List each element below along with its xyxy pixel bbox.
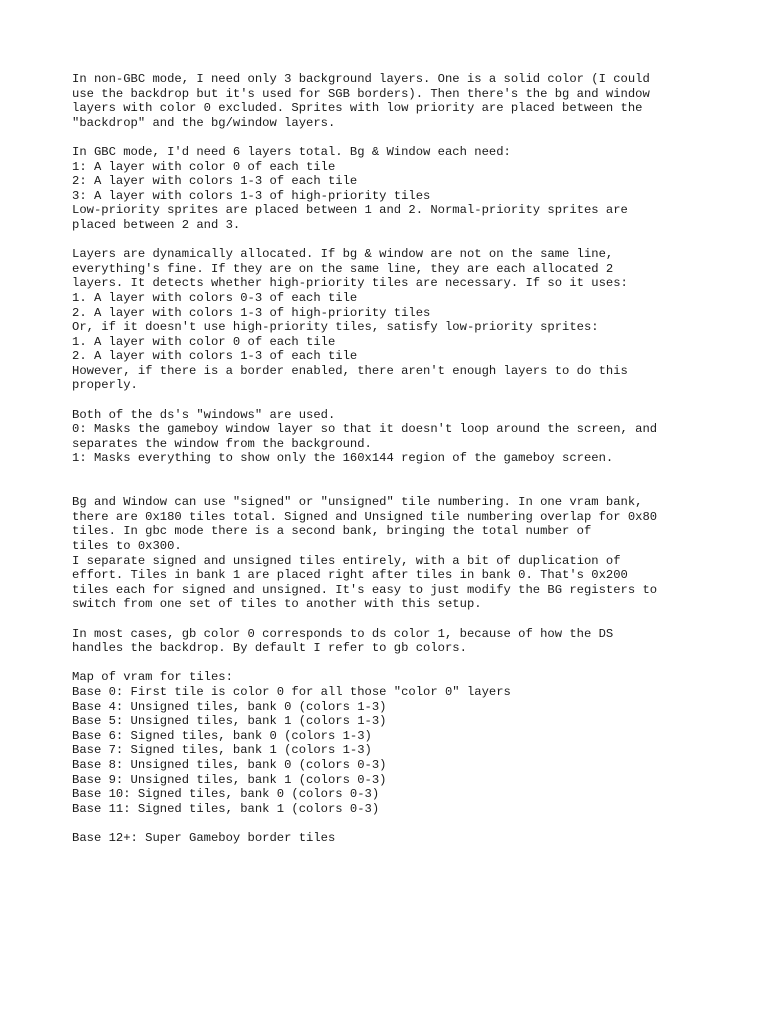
text-line: Base 6: Signed tiles, bank 0 (colors 1-3)	[72, 728, 372, 743]
document-body	[72, 72, 712, 860]
text-line: 2: A layer with colors 1-3 of each tile	[72, 174, 358, 189]
text-line: layers. It detects whether high-priority tiles are necessary. If so it uses:	[72, 276, 628, 291]
text-line: 1: Masks everything to show only the 160x144 region of the gameboy screen.	[72, 451, 614, 466]
text-line: Base 7: Signed tiles, bank 1 (colors 1-3)	[72, 743, 372, 758]
text-line: 0: Masks the gameboy window layer so that it doesn't loop around the screen, and	[72, 422, 658, 437]
text-line: Low-priority sprites are placed between 1 and 2. Normal-priority sprites are	[72, 203, 628, 218]
text-line: Base 12+: Super Gameboy border tiles	[72, 830, 336, 845]
paragraph-tile-numbering	[72, 495, 712, 612]
text-line: However, if there is a border enabled, there aren't enough layers to do this	[72, 363, 628, 378]
text-line: tiles. In gbc mode there is a second bank, bringing the total number of	[72, 524, 592, 539]
paragraph-vram-map	[72, 670, 712, 816]
text-line: Base 4: Unsigned tiles, bank 0 (colors 1-3)	[72, 699, 387, 714]
text-line: effort. Tiles in bank 1 are placed right after tiles in bank 0. That's 0x200	[72, 568, 628, 583]
paragraph-non-gbc-mode	[72, 72, 712, 130]
text-line: tiles each for signed and unsigned. It's easy to just modify the BG registers to	[72, 582, 658, 597]
text-line: I separate signed and unsigned tiles entirely, with a bit of duplication of	[72, 553, 621, 568]
text-line: placed between 2 and 3.	[72, 217, 241, 232]
text-line: there are 0x180 tiles total. Signed and Unsigned tile numbering overlap for 0x80	[72, 509, 658, 524]
text-line: switch from one set of tiles to another with this setup.	[72, 597, 482, 612]
paragraph-sgb-border	[72, 831, 712, 846]
text-line: "backdrop" and the bg/window layers.	[72, 115, 336, 130]
text-line: 1: A layer with color 0 of each tile	[72, 159, 336, 174]
text-line: separates the window from the background.	[72, 436, 372, 451]
text-line: 2. A layer with colors 1-3 of each tile	[72, 349, 358, 364]
text-line: layers with color 0 excluded. Sprites with low priority are placed between the	[72, 101, 643, 116]
text-line: In non-GBC mode, I need only 3 background layers. One is a solid color (I could	[72, 72, 650, 86]
text-line: In GBC mode, I'd need 6 layers total. Bg & Window each need:	[72, 144, 511, 159]
text-line: tiles to 0x300.	[72, 539, 182, 553]
text-line: 1. A layer with colors 0-3 of each tile	[72, 290, 358, 305]
text-line: handles the backdrop. By default I refer to gb colors.	[72, 641, 467, 656]
text-line: In most cases, gb color 0 corresponds to ds color 1, because of how the DS	[72, 626, 614, 641]
paragraph-gbc-mode	[72, 145, 712, 233]
text-line: Or, if it doesn't use high-priority tiles, satisfy low-priority sprites:	[72, 320, 599, 335]
text-line: properly.	[72, 378, 138, 393]
text-line: Base 11: Signed tiles, bank 1 (colors 0-3)	[72, 801, 380, 816]
text-line: 3: A layer with colors 1-3 of high-priority tiles	[72, 188, 431, 203]
text-line: Both of the ds's "windows" are used.	[72, 407, 336, 422]
text-line: Layers are dynamically allocated. If bg & window are not on the same line,	[72, 247, 614, 262]
text-line: Base 8: Unsigned tiles, bank 0 (colors 0-3)	[72, 757, 387, 772]
paragraph-ds-windows	[72, 408, 712, 466]
text-line: Base 5: Unsigned tiles, bank 1 (colors 1-3)	[72, 714, 387, 729]
text-line: use the backdrop but it's used for SGB borders). Then there's the bg and window	[72, 86, 650, 101]
text-line: 1. A layer with color 0 of each tile	[72, 334, 336, 349]
paragraph-layer-allocation	[72, 247, 712, 393]
text-line: Map of vram for tiles:	[72, 670, 233, 685]
text-line: Base 0: First tile is color 0 for all those "color 0" layers	[72, 684, 511, 699]
text-line: Base 10: Signed tiles, bank 0 (colors 0-3)	[72, 787, 380, 802]
text-line: everything's fine. If they are on the same line, they are each allocated 2	[72, 261, 614, 276]
text-line: Base 9: Unsigned tiles, bank 1 (colors 0-3)	[72, 772, 387, 787]
text-line: Bg and Window can use "signed" or "unsigned" tile numbering. In one vram bank,	[72, 495, 643, 510]
text-line: 2. A layer with colors 1-3 of high-priority tiles	[72, 305, 431, 320]
paragraph-color-mapping	[72, 627, 712, 656]
